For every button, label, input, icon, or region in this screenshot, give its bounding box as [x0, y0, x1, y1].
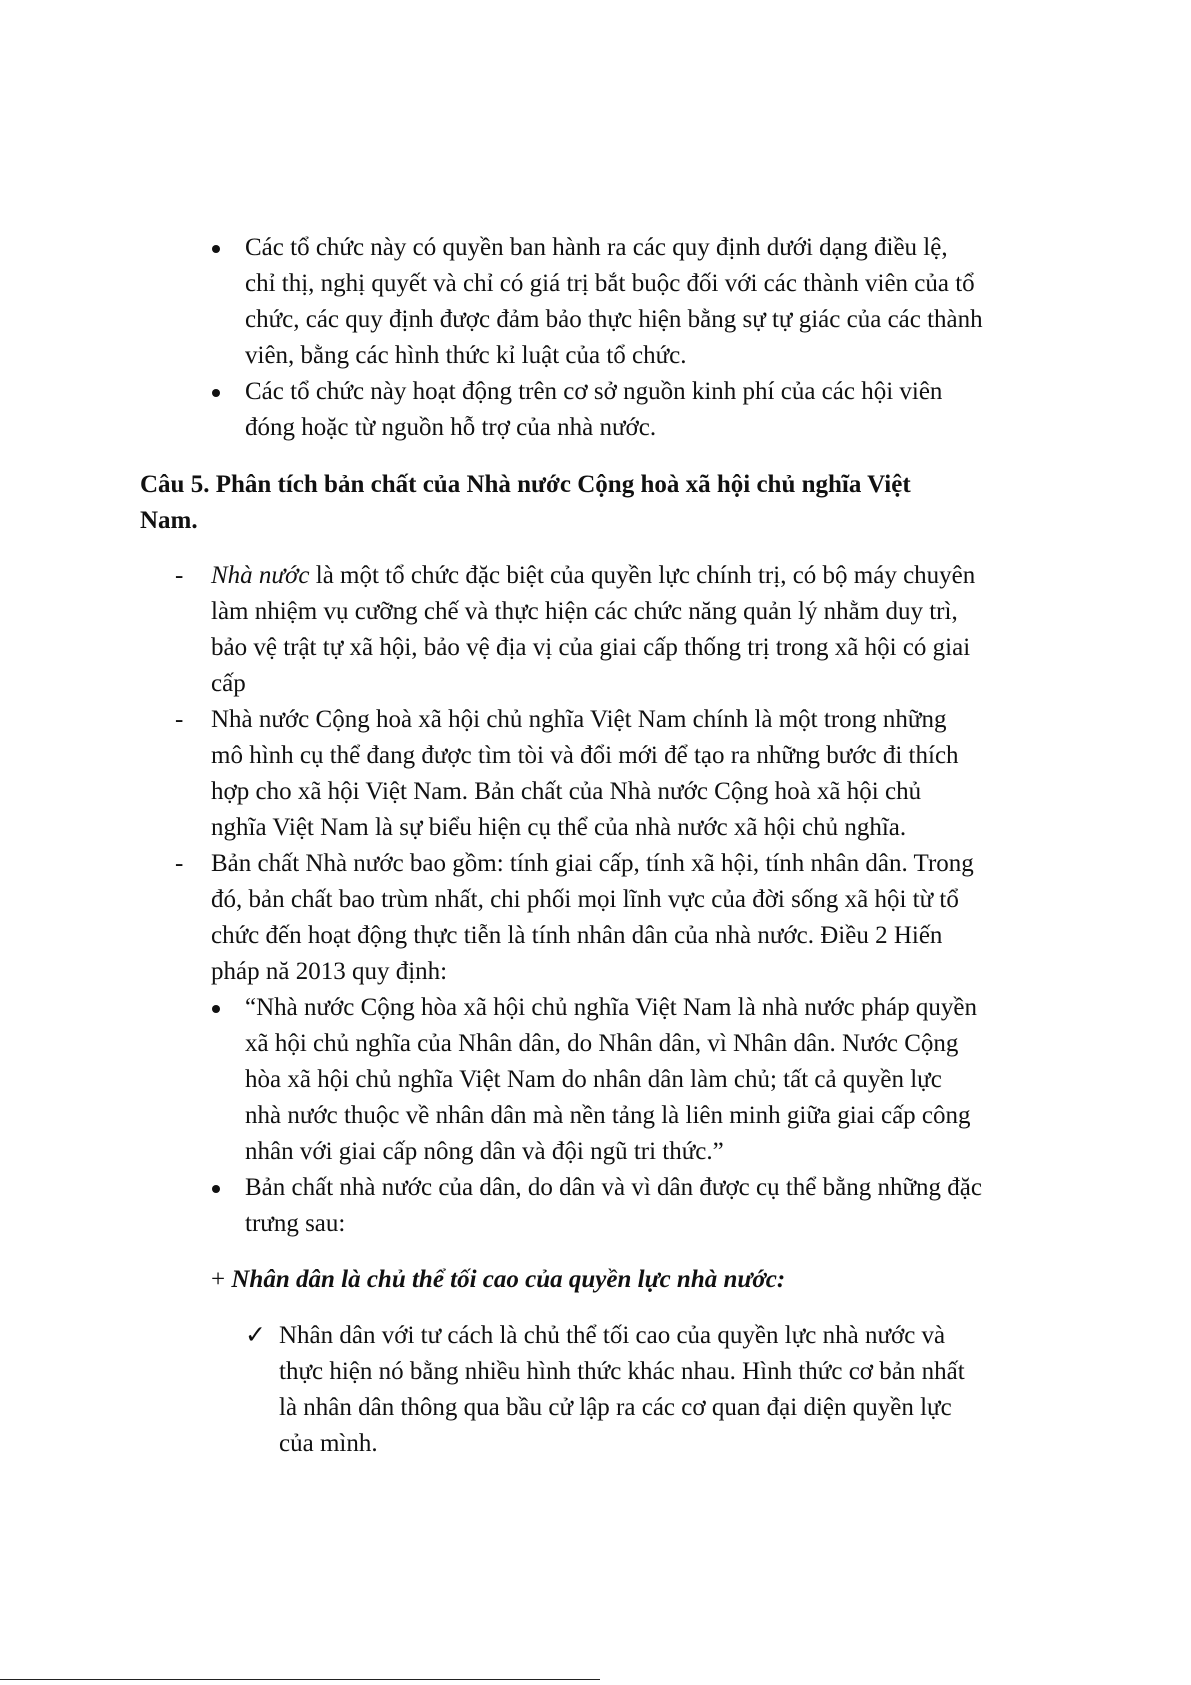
check-line: Nhân dân với tư cách là chủ thể tối cao của quyền lực nhà nước và [279, 1322, 946, 1349]
dash-line: mô hình cụ thể đang được tìm tòi và đổi mới để tạo ra những bước đi thích [211, 742, 959, 769]
dash-marker: - [175, 706, 184, 733]
bullet-line: Các tổ chức này hoạt động trên cơ sở nguồn kinh phí của các hội viên [245, 378, 943, 405]
dash-line [211, 561, 975, 591]
check-line: của mình. [279, 1430, 378, 1457]
check-line: thực hiện nó bằng nhiều hình thức khác nhau. Hình thức cơ bản nhất [279, 1358, 965, 1385]
section-heading: Nam. [140, 507, 198, 534]
bullet-line: chức, các quy định được đảm bảo thực hiện bằng sự tự giác của các thành [245, 306, 983, 333]
bullet-dot-icon [212, 1005, 220, 1013]
bullet-dot-icon [212, 389, 220, 397]
checkmark-icon: ✓ [245, 1322, 266, 1349]
subheading [211, 1265, 785, 1295]
bullet-line: viên, bằng các hình thức kỉ luật của tổ chức. [245, 342, 687, 369]
dash-line: Nhà nước Cộng hoà xã hội chủ nghĩa Việt Nam chính là một trong những [211, 706, 947, 733]
bullet-dot-icon [212, 1185, 220, 1193]
dash-line: hợp cho xã hội Việt Nam. Bản chất của Nhà nước Cộng hoà xã hội chủ [211, 778, 922, 805]
subheading-text: Nhân dân là chủ thể tối cao của quyền lực nhà nước: [231, 1266, 786, 1293]
check-line: là nhân dân thông qua bầu cử lập ra các cơ quan đại diện quyền lực [279, 1394, 952, 1421]
section-heading: Câu 5. Phân tích bản chất của Nhà nước Cộng hoà xã hội chủ nghĩa Việt [140, 471, 911, 498]
bullet-line: đóng hoặc từ nguồn hỗ trợ của nhà nước. [245, 414, 657, 441]
bullet-line: nhân với giai cấp nông dân và đội ngũ tri thức.” [245, 1138, 724, 1165]
bullet-line: xã hội chủ nghĩa của Nhân dân, do Nhân dân, vì Nhân dân. Nước Cộng [245, 1030, 959, 1057]
bullet-line: chỉ thị, nghị quyết và chỉ có giá trị bắt buộc đối với các thành viên của tổ [245, 270, 975, 297]
bullet-line: trưng sau: [245, 1210, 346, 1237]
dash-line: cấp [211, 670, 246, 697]
dash-line: làm nhiệm vụ cưỡng chế và thực hiện các chức năng quản lý nhằm duy trì, [211, 598, 958, 625]
bullet-line: nhà nước thuộc về nhân dân mà nền tảng là liên minh giữa giai cấp công [245, 1102, 971, 1129]
dash-line: Bản chất Nhà nước bao gồm: tính giai cấp, tính xã hội, tính nhân dân. Trong [211, 850, 974, 877]
dash-line: pháp nă 2013 quy định: [211, 958, 448, 985]
page-bottom-rule [0, 1679, 600, 1680]
dash-line-text: là một tổ chức đặc biệt của quyền lực chính trị, có bộ máy chuyên [309, 562, 976, 589]
dash-line: đó, bản chất bao trùm nhất, chi phối mọi lĩnh vực của đời sống xã hội từ tổ [211, 886, 959, 913]
bullet-dot-icon [212, 245, 220, 253]
bullet-line: “Nhà nước Cộng hòa xã hội chủ nghĩa Việt Nam là nhà nước pháp quyền [245, 994, 977, 1021]
bullet-line: hòa xã hội chủ nghĩa Việt Nam do nhân dân làm chủ; tất cả quyền lực [245, 1066, 942, 1093]
bullet-line: Bản chất nhà nước của dân, do dân và vì dân được cụ thể bằng những đặc [245, 1174, 982, 1201]
plus-marker: + [211, 1266, 232, 1293]
dash-line: chức đến hoạt động thực tiễn là tính nhân dân của nhà nước. Điều 2 Hiến [211, 922, 943, 949]
bullet-line: Các tổ chức này có quyền ban hành ra các quy định dưới dạng điều lệ, [245, 234, 948, 261]
italic-term: Nhà nước [211, 562, 310, 589]
dash-marker: - [175, 850, 184, 877]
dash-line: bảo vệ trật tự xã hội, bảo vệ địa vị của giai cấp thống trị trong xã hội có giai [211, 634, 971, 661]
dash-line: nghĩa Việt Nam là sự biểu hiện cụ thể của nhà nước xã hội chủ nghĩa. [211, 814, 907, 841]
dash-marker: - [175, 562, 184, 589]
